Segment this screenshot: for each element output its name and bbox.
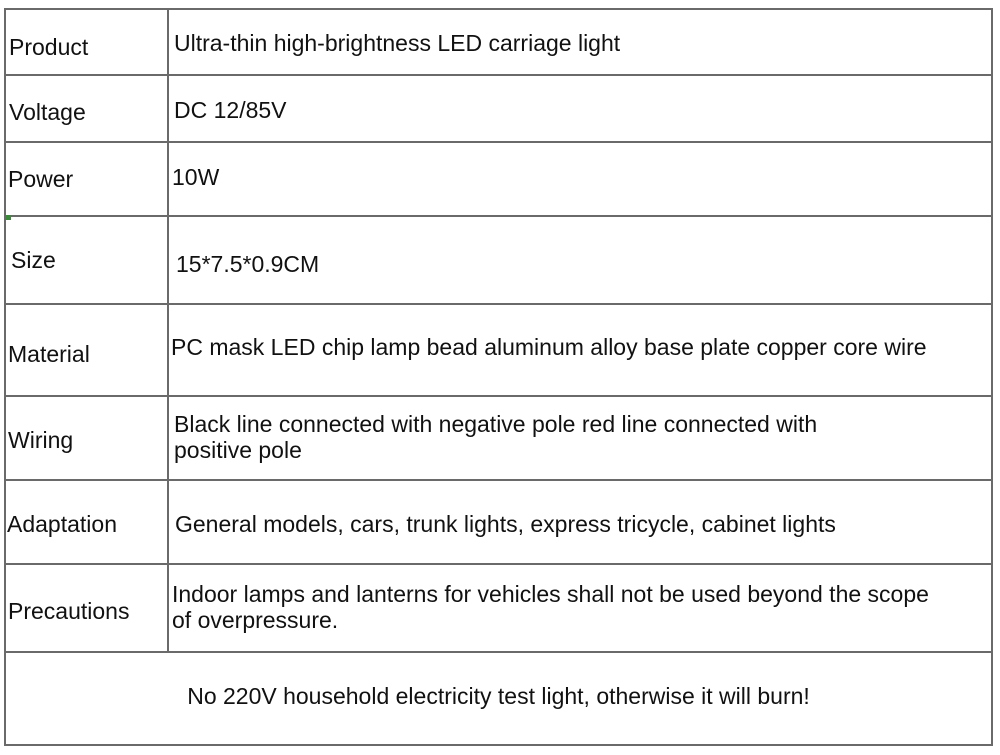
row-label-size: Size <box>6 217 169 303</box>
warning-note: No 220V household electricity test light, otherwise it will burn! <box>187 683 810 709</box>
row-label-power: Power <box>6 143 169 215</box>
spec-table <box>4 8 993 746</box>
row-value-power: 10W <box>172 164 220 190</box>
table-row <box>6 76 991 143</box>
row-value-product: Ultra-thin high-brightness LED carriage light <box>174 30 621 56</box>
row-value-precautions: Indoor lamps and lanterns for vehicles shall not be used beyond the scope of overpressure. <box>172 581 929 633</box>
row-label-voltage: Voltage <box>6 76 169 141</box>
table-row <box>6 565 991 653</box>
row-value-material: PC mask LED chip lamp bead aluminum alloy base plate copper core wire <box>171 334 927 360</box>
table-row <box>6 305 991 397</box>
row-label-adaptation: Adaptation <box>6 481 169 563</box>
table-row <box>6 10 991 76</box>
row-label-wiring: Wiring <box>6 397 169 479</box>
table-row <box>6 397 991 481</box>
row-value-size: 15*7.5*0.9CM <box>176 251 320 277</box>
note-row <box>6 653 991 744</box>
table-row <box>6 143 991 217</box>
table-row <box>6 217 991 305</box>
row-value-wiring: Black line connected with negative pole red line connected with positive pole <box>174 411 818 463</box>
row-label-material: Material <box>6 305 169 395</box>
table-row <box>6 481 991 565</box>
row-label-precautions: Precautions <box>6 565 169 651</box>
row-value-adaptation: General models, cars, trunk lights, express tricycle, cabinet lights <box>175 511 836 537</box>
row-value-voltage: DC 12/85V <box>174 97 287 123</box>
row-label-product: Product <box>6 10 169 74</box>
